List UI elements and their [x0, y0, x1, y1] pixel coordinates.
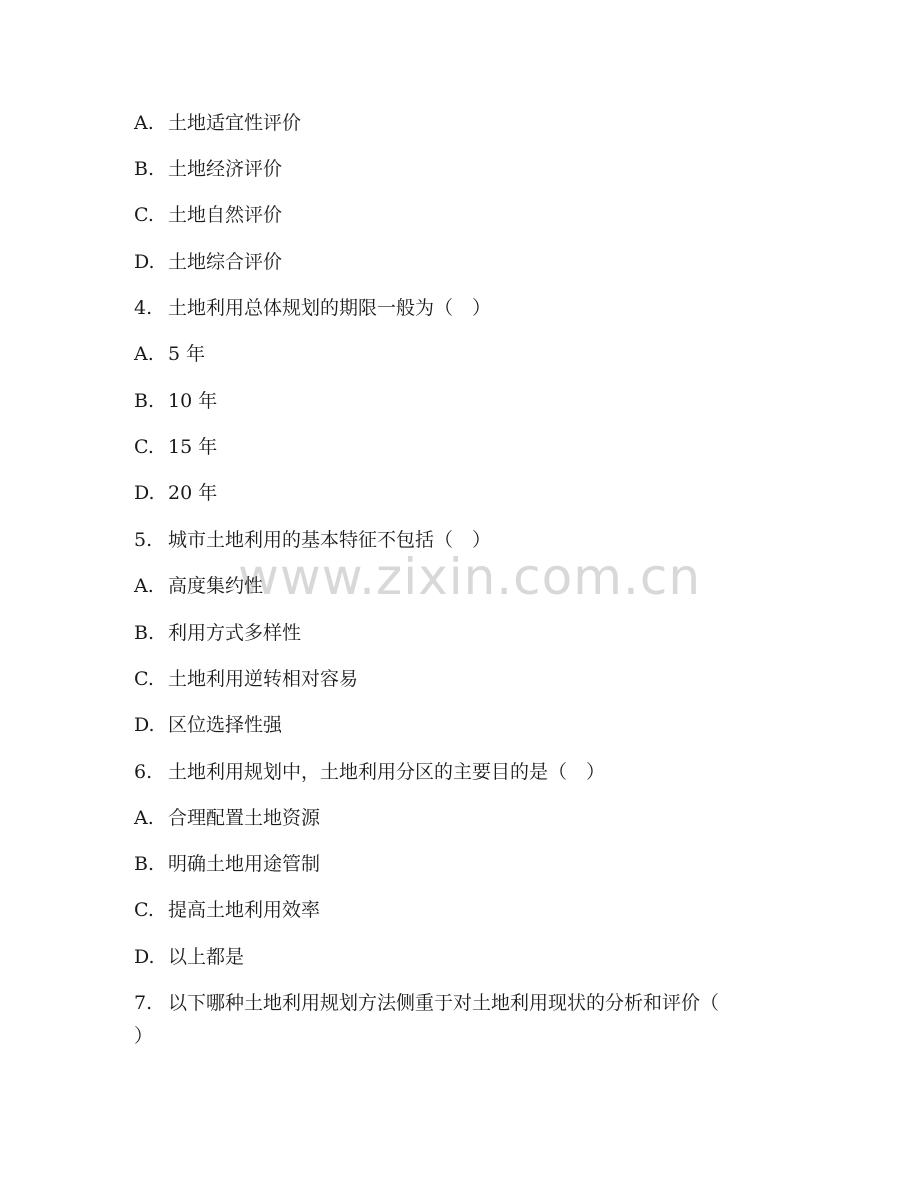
question-continuation: [134, 1020, 860, 1052]
option-line: [134, 431, 860, 463]
watermark: www.zixin.com.cn: [238, 548, 702, 606]
option-text: 土地适宜性评价: [168, 112, 302, 134]
option-label: A.: [134, 807, 154, 829]
question-text: 城市土地利用的基本特征不包括（ ）: [168, 529, 492, 551]
option-text: 高度集约性: [168, 575, 264, 597]
option-text: 20 年: [168, 482, 218, 504]
option-line: [134, 802, 860, 834]
option-label: C.: [134, 204, 154, 226]
option-label: A.: [134, 112, 154, 134]
option-text: 以上都是: [168, 946, 245, 968]
question-text: 以下哪种土地利用规划方法侧重于对土地利用现状的分析和评价（: [168, 992, 720, 1014]
option-line: [134, 894, 860, 926]
option-text: 土地综合评价: [168, 251, 283, 273]
question-text: 土地利用总体规划的期限一般为（ ）: [168, 297, 492, 319]
option-label: B.: [134, 853, 155, 875]
option-line: [134, 848, 860, 880]
option-line: [134, 385, 860, 417]
option-text: 土地利用逆转相对容易: [168, 668, 359, 690]
option-line: [134, 570, 860, 602]
question-text: 土地利用规划中，土地利用分区的主要目的是（ ）: [168, 761, 606, 783]
question-line: [134, 987, 860, 1019]
option-line: [134, 617, 860, 649]
option-line: [134, 338, 860, 370]
question-line: [134, 292, 860, 324]
option-label: D.: [134, 251, 155, 273]
option-text: 区位选择性强: [168, 714, 283, 736]
question-number: 6.: [134, 761, 153, 783]
option-label: D.: [134, 714, 155, 736]
option-line: [134, 246, 860, 278]
option-label: C.: [134, 436, 154, 458]
option-line: [134, 477, 860, 509]
question-line: [134, 756, 860, 788]
option-label: B.: [134, 390, 155, 412]
question-line: [134, 524, 860, 556]
option-text: 土地自然评价: [168, 204, 283, 226]
option-line: [134, 941, 860, 973]
option-text: 提高土地利用效率: [168, 899, 321, 921]
option-label: D.: [134, 482, 155, 504]
option-label: C.: [134, 668, 154, 690]
option-text: 利用方式多样性: [168, 622, 302, 644]
question-number: 7.: [134, 992, 153, 1014]
option-text: 合理配置土地资源: [168, 807, 321, 829]
option-text: 明确土地用途管制: [168, 853, 321, 875]
question-text: ）: [134, 1025, 154, 1047]
option-label: A.: [134, 575, 154, 597]
option-line: [134, 663, 860, 695]
question-number: 4.: [134, 297, 153, 319]
question-number: 5.: [134, 529, 153, 551]
option-label: D.: [134, 946, 155, 968]
option-text: 10 年: [168, 390, 218, 412]
option-label: C.: [134, 899, 154, 921]
option-text: 15 年: [168, 436, 218, 458]
option-text: 5 年: [168, 343, 206, 365]
option-label: B.: [134, 158, 155, 180]
option-line: [134, 709, 860, 741]
option-label: B.: [134, 622, 155, 644]
option-line: [134, 199, 860, 231]
option-text: 土地经济评价: [168, 158, 283, 180]
option-line: [134, 107, 860, 139]
option-label: A.: [134, 343, 154, 365]
option-line: [134, 153, 860, 185]
